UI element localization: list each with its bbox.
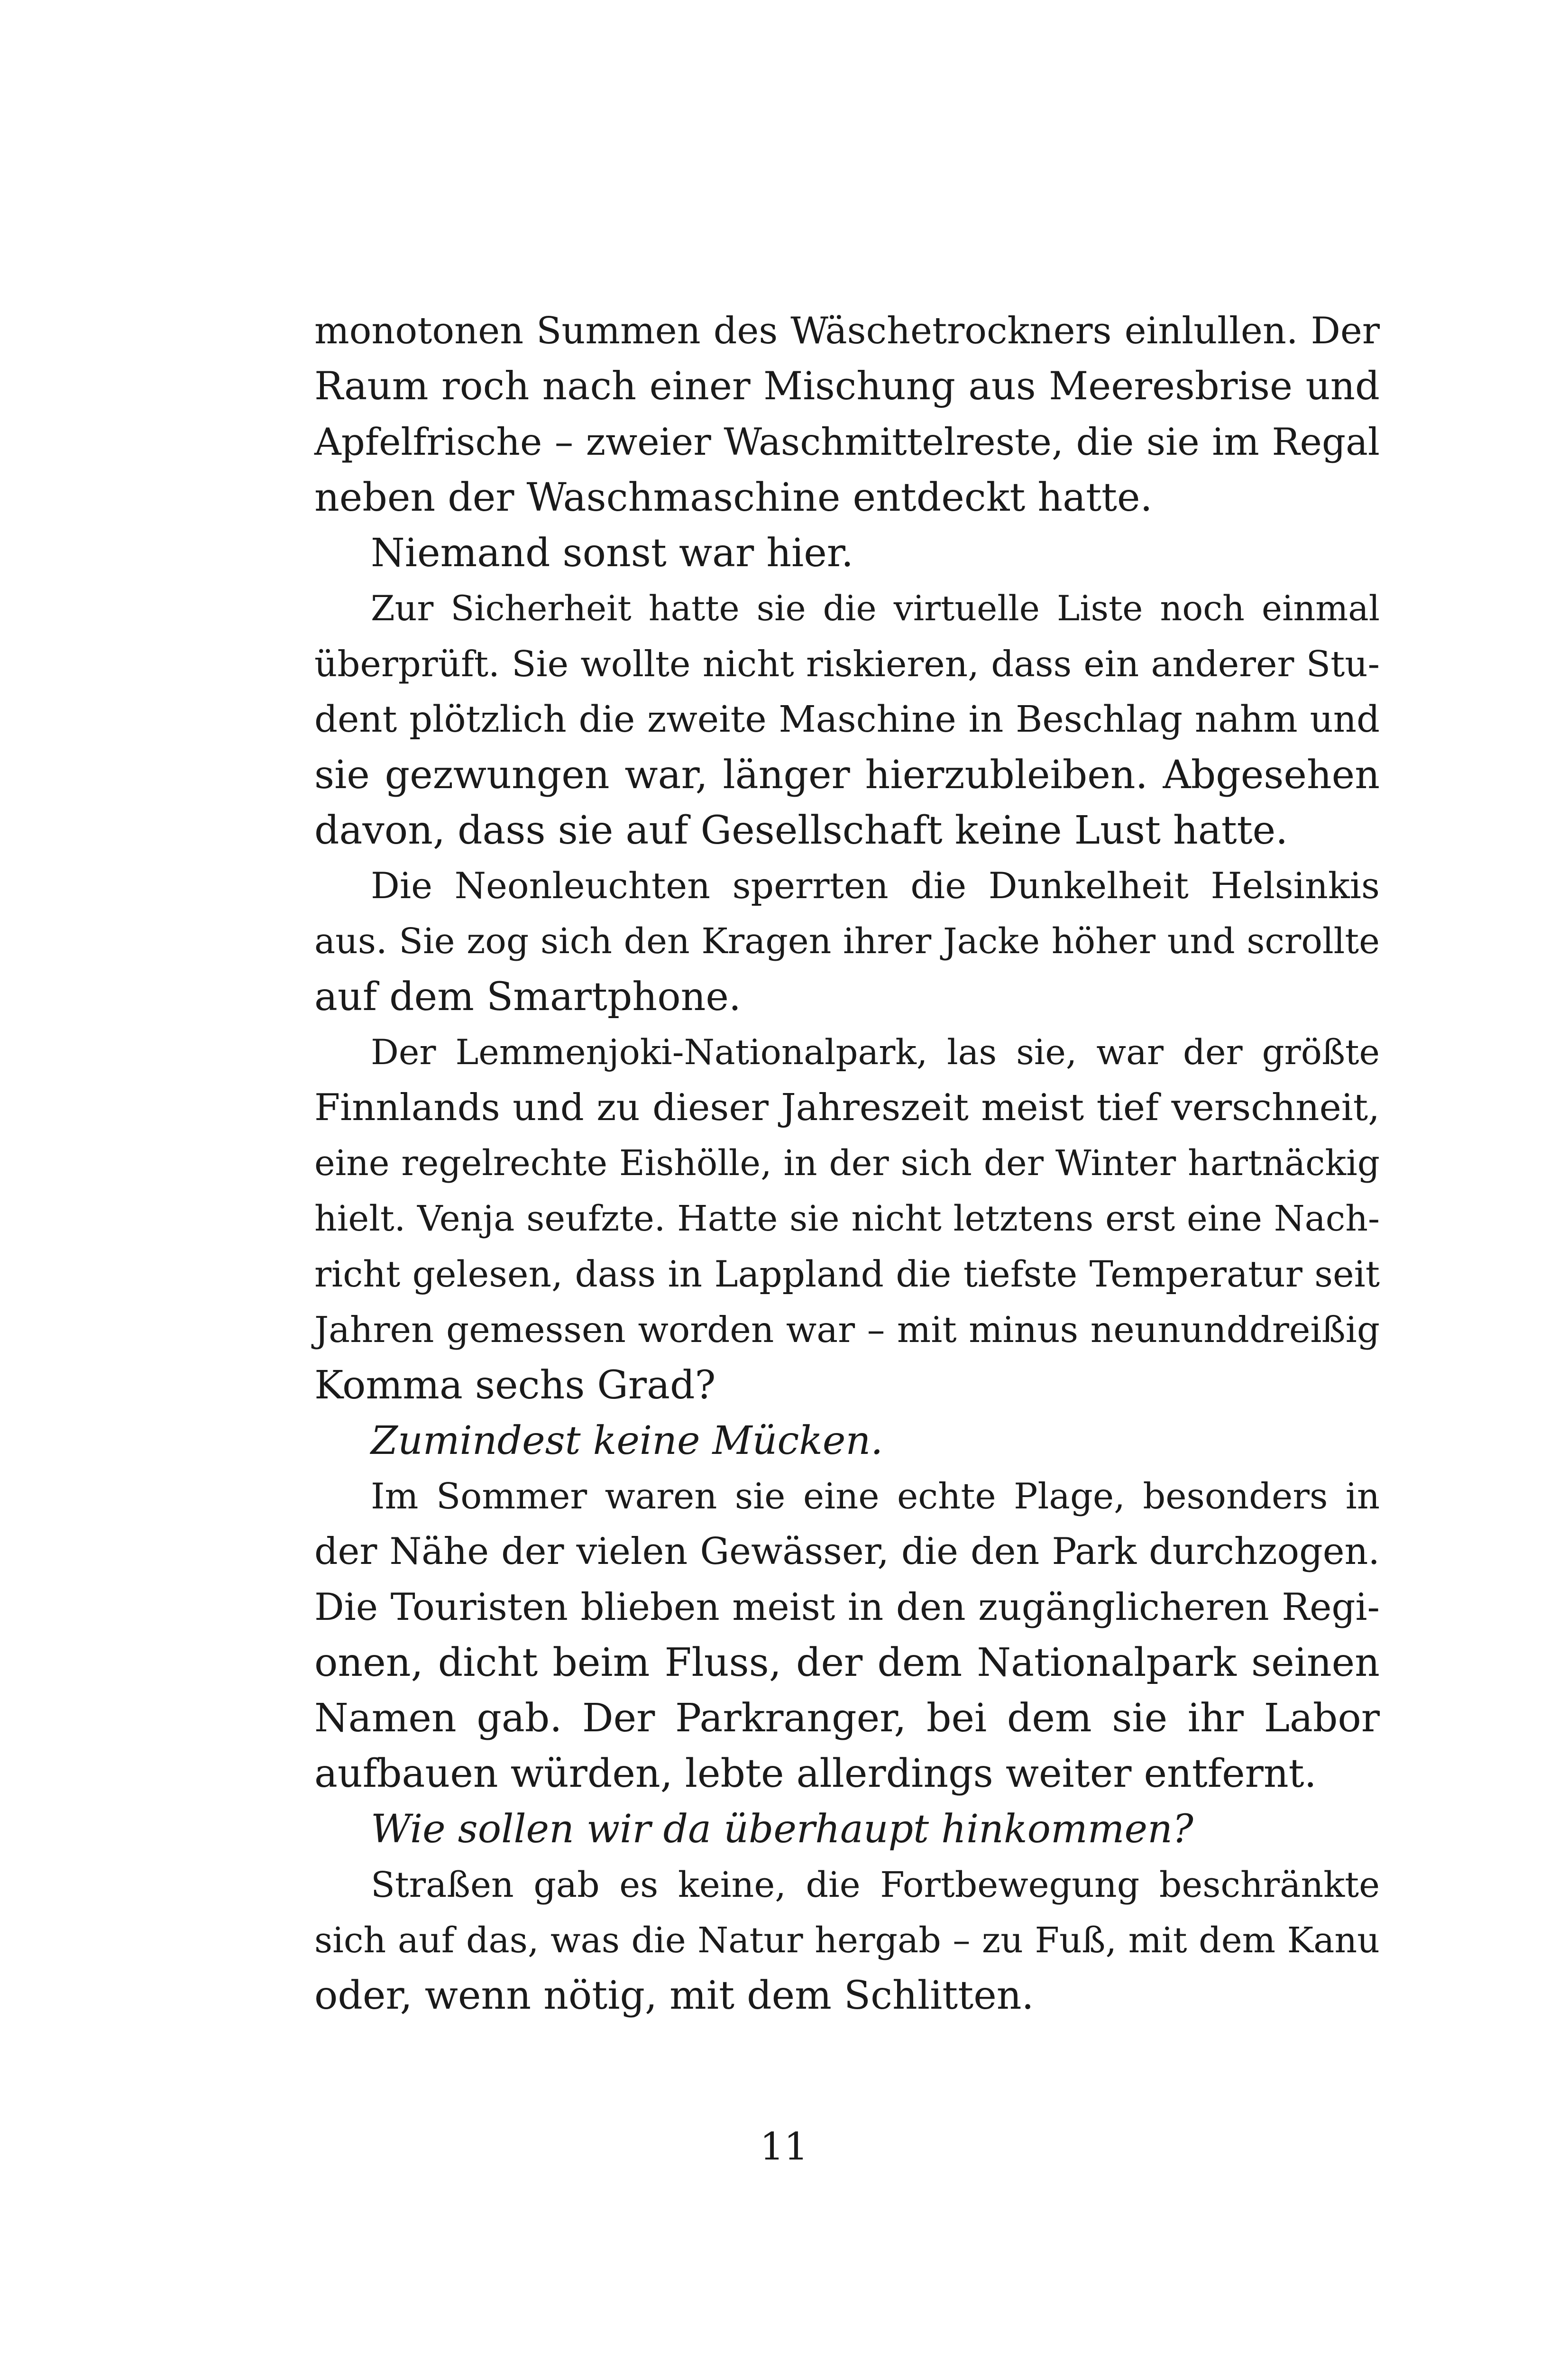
body-text — [314, 303, 1380, 2023]
text-line: Namen gab. Der Parkranger, bei dem sie ihr Labor — [314, 1696, 1380, 1741]
text-line: Die Touristen blieben meist in den zugänglicheren Regi- — [314, 1586, 1380, 1629]
text-line: überprüft. Sie wollte nicht riskieren, dass ein anderer Stu- — [314, 643, 1380, 685]
text-line: Finnlands und zu dieser Jahreszeit meist tief verschneit, — [314, 1086, 1380, 1129]
text-line: Wie sollen wir da überhaupt hinkommen? — [371, 1807, 1193, 1852]
text-line: sich auf das, was die Natur hergab – zu Fuß, mit dem Kanu — [314, 1920, 1380, 1961]
text-line: richt gelesen, dass in Lappland die tiefste Temperatur seit — [314, 1253, 1380, 1295]
text-line: Zur Sicherheit hatte sie die virtuelle Liste noch einmal — [371, 588, 1380, 629]
text-line: Raum roch nach einer Mischung aus Meeresbrise und — [314, 364, 1380, 409]
text-line: eine regelrechte Eishölle, in der sich der Winter hartnäckig — [314, 1143, 1380, 1184]
text-line: onen, dicht beim Fluss, der dem Nationalpark seinen — [314, 1640, 1380, 1685]
text-line: monotonen Summen des Wäschetrockners einlullen. Der — [314, 310, 1380, 352]
text-line: hielt. Venja seufzte. Hatte sie nicht letztens erst eine Nach- — [314, 1198, 1380, 1239]
text-line: neben der Waschmaschine entdeckt hatte. — [314, 475, 1153, 520]
page-number: 11 — [760, 2124, 808, 2169]
text-line: Niemand sonst war hier. — [371, 531, 854, 576]
text-line: aus. Sie zog sich den Kragen ihrer Jacke höher und scrollte — [314, 921, 1380, 962]
text-line: Komma sechs Grad? — [314, 1363, 716, 1408]
text-line: Im Sommer waren sie eine echte Plage, besonders in — [371, 1476, 1380, 1517]
text-line: Der Lemmenjoki-Nationalpark, las sie, war der größte — [371, 1032, 1380, 1073]
text-line: der Nähe der vielen Gewässer, die den Park durchzogen. — [314, 1530, 1380, 1573]
text-line: aufbauen würden, lebte allerdings weiter entfernt. — [314, 1751, 1317, 1796]
text-line: sie gezwungen war, länger hierzubleiben. Abgesehen — [314, 753, 1380, 798]
text-line: Zumindest keine Mücken. — [371, 1418, 883, 1463]
text-line: Die Neonleuchten sperrten die Dunkelheit Helsinkis — [371, 865, 1380, 907]
text-line: Jahren gemessen worden war – mit minus neununddreißig — [314, 1309, 1380, 1351]
text-line: auf dem Smartphone. — [314, 974, 741, 1020]
text-line: dent plötzlich die zweite Maschine in Beschlag nahm und — [314, 698, 1380, 741]
text-line: davon, dass sie auf Gesellschaft keine Lust hatte. — [314, 808, 1288, 853]
text-line: Apfelfrische – zweier Waschmittelreste, die sie im Regal — [314, 420, 1380, 464]
text-line: oder, wenn nötig, mit dem Schlitten. — [314, 1973, 1034, 2018]
text-line: Straßen gab es keine, die Fortbewegung beschränkte — [371, 1864, 1380, 1905]
